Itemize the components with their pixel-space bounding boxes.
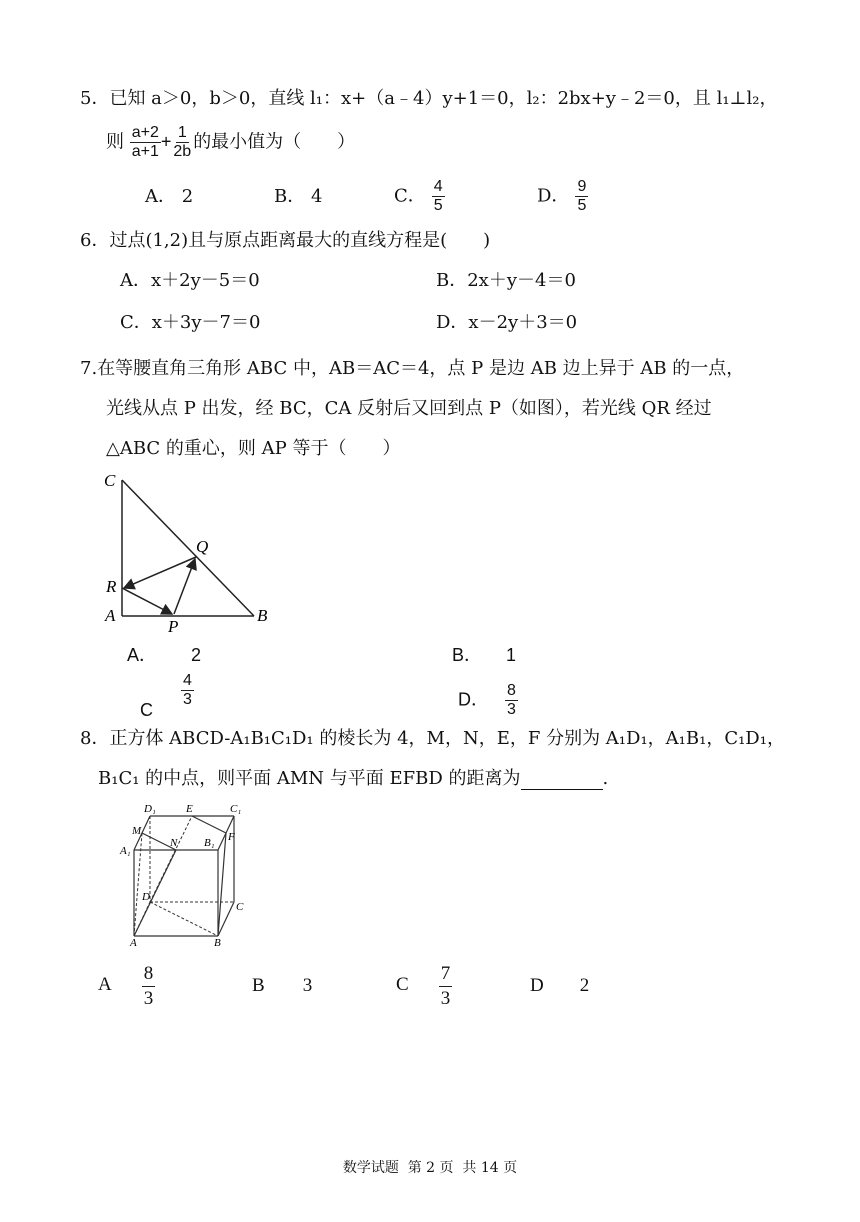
- q7-stem-line2: 光线从点 P 出发，经 BC，CA 反射后又回到点 P（如图），若光线 QR 经过: [106, 398, 712, 419]
- label-f: F: [228, 831, 235, 843]
- label-p: P: [168, 617, 179, 634]
- label-a: A: [105, 606, 116, 625]
- label-b1: B₁: [204, 837, 215, 849]
- label-a1: A₁: [120, 845, 131, 857]
- label-d: D: [142, 891, 150, 903]
- q5-option-c[interactable]: C． $\frac{4}{5}$: [394, 178, 443, 214]
- q8-number: 8．: [80, 728, 110, 749]
- q8-cube-figure: [112, 800, 262, 950]
- label-r: R: [106, 577, 117, 596]
- q7-option-d[interactable]: D． $\frac{8}{3}$: [458, 682, 516, 718]
- q5-option-d[interactable]: D． $\frac{9}{5}$: [537, 178, 587, 214]
- label-n: N: [170, 837, 178, 849]
- q5-stem-line1: 5．已知 a＞0，b＞0，直线 l₁：x+（a﹣4）y+1＝0，l₂：2bx+y﹣2＝0，且 l₁⊥l₂，: [80, 88, 778, 109]
- side-cb: [122, 480, 254, 616]
- q7-triangle-figure: [96, 464, 286, 634]
- q5-fraction-1: $\frac{a+2}{a+1}$: [131, 124, 159, 160]
- label-b: B: [257, 606, 268, 625]
- q5-fraction-2: $\frac{1}{2b}$: [173, 124, 192, 160]
- q6-option-b[interactable]: B．2x＋y－4＝0: [436, 270, 576, 291]
- q8-stem-line2: B₁C₁ 的中点，则平面 AMN 与平面 EFBD 的距离为 .: [98, 768, 609, 789]
- q6-option-c[interactable]: C．x＋3y－7＝0: [120, 312, 261, 333]
- q6-option-a[interactable]: A．x＋2y－5＝0: [120, 270, 260, 291]
- label-d1: D₁: [144, 803, 156, 815]
- label-b: B: [214, 937, 221, 949]
- ray-pq: [174, 559, 195, 614]
- q7-option-a[interactable]: A． 2: [127, 645, 202, 665]
- q7-number: 7.: [80, 358, 98, 379]
- label-c: C: [236, 901, 244, 913]
- q7-option-b[interactable]: B． 1: [452, 645, 517, 665]
- label-c: C: [104, 471, 116, 490]
- page-footer: 数学试题 第 2 页 共 14 页: [342, 1160, 518, 1176]
- q8-option-d[interactable]: D 2: [530, 975, 590, 996]
- q5-stem-line2: 则 $\frac{a+2}{a+1}$ + $\frac{1}{2b}$ 的最小值为（ ）: [106, 124, 356, 160]
- q6-number: 6．: [80, 230, 110, 251]
- q8-option-b[interactable]: B 3: [252, 975, 313, 996]
- label-e: E: [186, 803, 193, 815]
- label-m: M: [132, 825, 142, 837]
- label-c1: C₁: [230, 803, 242, 815]
- answer-blank[interactable]: [521, 771, 603, 790]
- label-a: A: [130, 937, 137, 949]
- q7-option-c-value: $\frac{4}{3}$: [183, 672, 192, 708]
- q7-stem-line1: 7.在等腰直角三角形 ABC 中，AB＝AC＝4，点 P 是边 AB 边上异于 AB 的一点，: [80, 358, 745, 379]
- q5-option-a[interactable]: A． 2: [145, 186, 194, 207]
- q5-number: 5．: [80, 88, 110, 109]
- label-q: Q: [196, 537, 209, 556]
- q8-option-c[interactable]: C $\frac{7}{3}$: [396, 963, 451, 1009]
- q6-option-d[interactable]: D．x－2y＋3＝0: [436, 312, 578, 333]
- q7-option-c-label[interactable]: C: [140, 700, 153, 720]
- q8-stem-line1: 8．正方体 ABCD-A₁B₁C₁D₁ 的棱长为 4，M，N，E，F 分别为 A₁D₁，A₁B₁，C₁D₁，: [80, 728, 785, 749]
- q8-option-a[interactable]: A $\frac{8}{3}$: [98, 963, 154, 1009]
- q5-option-b[interactable]: B． 4: [274, 186, 323, 207]
- q6-stem: 6．过点(1,2)且与原点距离最大的直线方程是( ): [80, 230, 491, 251]
- ray-rp: [122, 588, 172, 614]
- q7-stem-line3: △ABC 的重心，则 AP 等于（ ）: [106, 438, 401, 459]
